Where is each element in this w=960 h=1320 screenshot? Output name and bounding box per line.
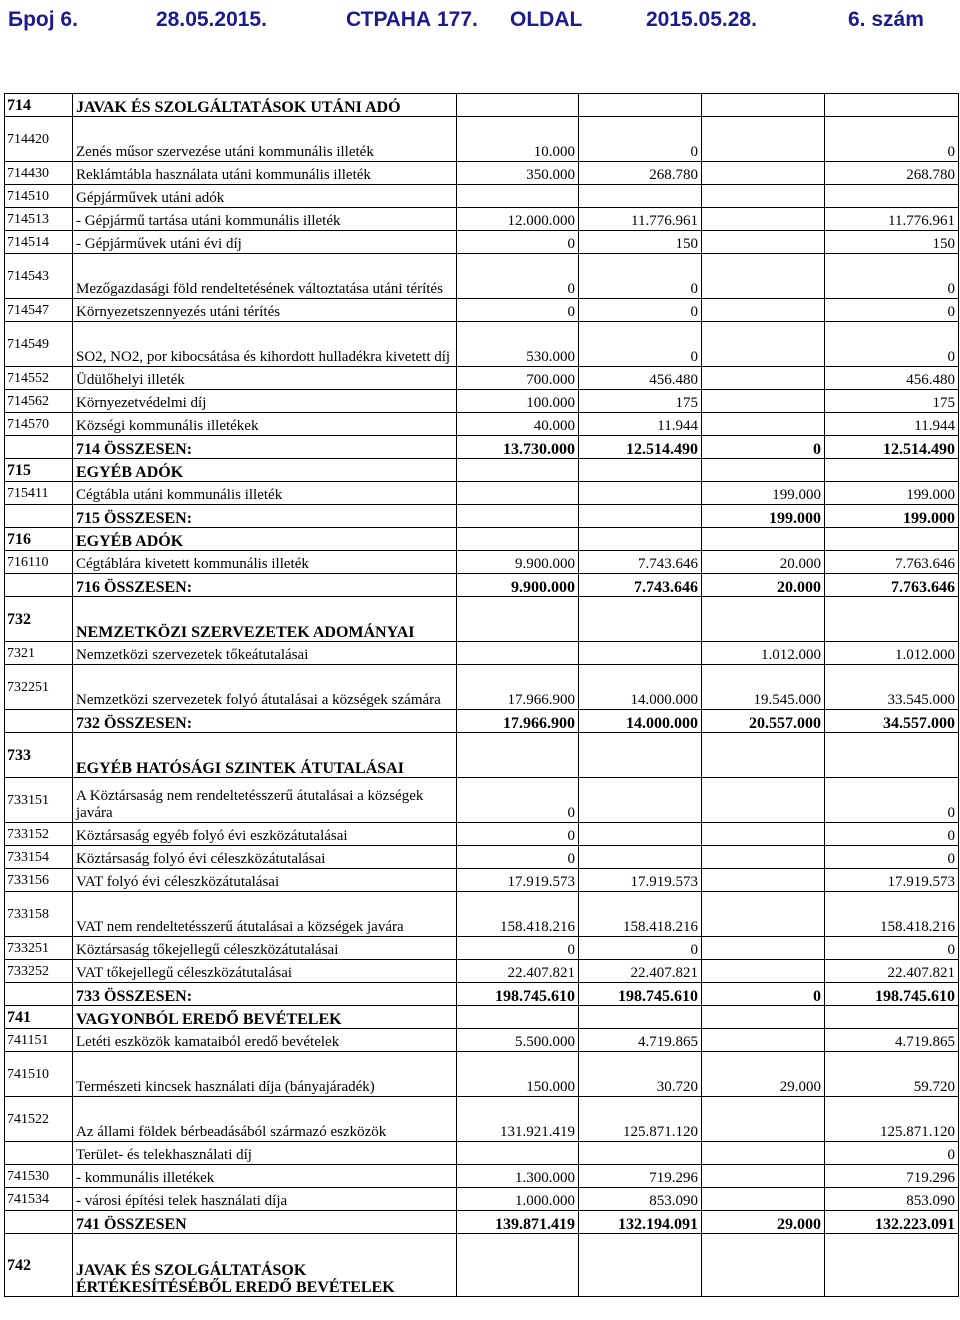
date-hu: 2015.05.28. — [646, 8, 757, 31]
other-source-cell: 20.000 — [702, 574, 825, 597]
realized-amount-cell — [579, 597, 702, 642]
description-cell: - kommunális illetékek — [73, 1165, 457, 1188]
planned-amount-cell — [457, 1142, 579, 1165]
realized-amount-cell: 30.720 — [579, 1052, 702, 1097]
other-source-cell — [702, 869, 825, 892]
table-row — [5, 892, 959, 937]
table-row — [5, 505, 959, 528]
account-code-cell: 741510 — [5, 1052, 73, 1097]
total-amount-cell: 11.776.961 — [825, 208, 959, 231]
table-row — [5, 185, 959, 208]
total-amount-cell — [825, 185, 959, 208]
other-source-cell — [702, 846, 825, 869]
description-cell: Reklámtábla használata utáni kommunális illeték — [73, 162, 457, 185]
issue-number-hu: 6. szám — [848, 8, 924, 31]
planned-amount-cell: 0 — [457, 778, 579, 823]
table-row — [5, 710, 959, 733]
account-code-cell: 714 — [5, 94, 73, 117]
table-row — [5, 983, 959, 1006]
realized-amount-cell: 22.407.821 — [579, 960, 702, 983]
account-code-cell: 714430 — [5, 162, 73, 185]
account-code-cell: 742 — [5, 1234, 73, 1297]
account-code-cell — [5, 505, 73, 528]
total-amount-cell: 150 — [825, 231, 959, 254]
total-amount-cell: 11.944 — [825, 413, 959, 436]
date-sr: 28.05.2015. — [156, 8, 267, 31]
total-amount-cell: 0 — [825, 778, 959, 823]
realized-amount-cell: 0 — [579, 254, 702, 299]
realized-amount-cell: 0 — [579, 322, 702, 367]
account-code-cell: 732 — [5, 597, 73, 642]
total-amount-cell: 175 — [825, 390, 959, 413]
total-amount-cell: 22.407.821 — [825, 960, 959, 983]
table-row — [5, 869, 959, 892]
total-amount-cell: 59.720 — [825, 1052, 959, 1097]
other-source-cell: 0 — [702, 983, 825, 1006]
realized-amount-cell — [579, 505, 702, 528]
account-code-cell: 741151 — [5, 1029, 73, 1052]
account-code-cell: 714547 — [5, 299, 73, 322]
account-code-cell: 741530 — [5, 1165, 73, 1188]
budget-table — [4, 93, 959, 1297]
total-amount-cell — [825, 1006, 959, 1029]
account-code-cell: 714513 — [5, 208, 73, 231]
planned-amount-cell — [457, 94, 579, 117]
table-row — [5, 1165, 959, 1188]
planned-amount-cell: 530.000 — [457, 322, 579, 367]
other-source-cell — [702, 778, 825, 823]
realized-amount-cell — [579, 778, 702, 823]
planned-amount-cell: 10.000 — [457, 117, 579, 162]
other-source-cell: 1.012.000 — [702, 642, 825, 665]
planned-amount-cell: 17.919.573 — [457, 869, 579, 892]
table-row — [5, 94, 959, 117]
description-cell: VAT tőkejellegű céleszközátutalásai — [73, 960, 457, 983]
issue-number-sr: Број 6. — [8, 8, 78, 31]
table-row — [5, 1234, 959, 1297]
other-source-cell — [702, 937, 825, 960]
total-amount-cell — [825, 459, 959, 482]
realized-amount-cell: 0 — [579, 299, 702, 322]
description-cell: Nemzetközi szervezetek tőkeátutalásai — [73, 642, 457, 665]
realized-amount-cell — [579, 733, 702, 778]
planned-amount-cell: 150.000 — [457, 1052, 579, 1097]
total-amount-cell: 125.871.120 — [825, 1097, 959, 1142]
account-code-cell: 741522 — [5, 1097, 73, 1142]
other-source-cell — [702, 1029, 825, 1052]
total-amount-cell: 719.296 — [825, 1165, 959, 1188]
planned-amount-cell: 0 — [457, 299, 579, 322]
other-source-cell — [702, 254, 825, 299]
page-number-sr: СТРАНА 177. — [346, 8, 478, 31]
realized-amount-cell: 11.944 — [579, 413, 702, 436]
description-cell: JAVAK ÉS SZOLGÁLTATÁSOK ÉRTÉKESÍTÉSÉBŐL EREDŐ BEVÉTELEK — [73, 1234, 457, 1297]
description-cell: Gépjárművek utáni adók — [73, 185, 457, 208]
planned-amount-cell: 131.921.419 — [457, 1097, 579, 1142]
other-source-cell: 20.000 — [702, 551, 825, 574]
realized-amount-cell — [579, 185, 702, 208]
description-cell: Zenés műsor szervezése utáni kommunális illeték — [73, 117, 457, 162]
realized-amount-cell: 132.194.091 — [579, 1211, 702, 1234]
other-source-cell — [702, 117, 825, 162]
total-amount-cell: 1.012.000 — [825, 642, 959, 665]
total-amount-cell: 0 — [825, 299, 959, 322]
total-amount-cell: 0 — [825, 117, 959, 162]
other-source-cell: 20.557.000 — [702, 710, 825, 733]
planned-amount-cell: 0 — [457, 823, 579, 846]
description-cell: Az állami földek bérbeadásából származó eszközök — [73, 1097, 457, 1142]
realized-amount-cell: 456.480 — [579, 367, 702, 390]
planned-amount-cell: 350.000 — [457, 162, 579, 185]
planned-amount-cell: 700.000 — [457, 367, 579, 390]
table-row — [5, 436, 959, 459]
description-cell: Köztársaság tőkejellegű céleszközátutalásai — [73, 937, 457, 960]
other-source-cell — [702, 1188, 825, 1211]
account-code-cell: 741 — [5, 1006, 73, 1029]
realized-amount-cell: 0 — [579, 937, 702, 960]
description-cell: A Köztársaság nem rendeltetésszerű átutalásai a községek javára — [73, 778, 457, 823]
realized-amount-cell: 14.000.000 — [579, 710, 702, 733]
other-source-cell — [702, 1097, 825, 1142]
planned-amount-cell: 1.000.000 — [457, 1188, 579, 1211]
account-code-cell: 714552 — [5, 367, 73, 390]
total-amount-cell: 0 — [825, 1142, 959, 1165]
realized-amount-cell — [579, 482, 702, 505]
description-cell: EGYÉB ADÓK — [73, 459, 457, 482]
description-cell: Községi kommunális illetékek — [73, 413, 457, 436]
realized-amount-cell: 158.418.216 — [579, 892, 702, 937]
planned-amount-cell — [457, 1006, 579, 1029]
table-row — [5, 482, 959, 505]
planned-amount-cell: 0 — [457, 254, 579, 299]
page-header — [8, 8, 952, 38]
other-source-cell: 29.000 — [702, 1052, 825, 1097]
planned-amount-cell: 17.966.900 — [457, 665, 579, 710]
planned-amount-cell — [457, 459, 579, 482]
other-source-cell — [702, 528, 825, 551]
description-cell: JAVAK ÉS SZOLGÁLTATÁSOK UTÁNI ADÓ — [73, 94, 457, 117]
total-amount-cell: 0 — [825, 937, 959, 960]
table-row — [5, 597, 959, 642]
table-row — [5, 162, 959, 185]
other-source-cell — [702, 892, 825, 937]
planned-amount-cell: 0 — [457, 231, 579, 254]
total-amount-cell: 0 — [825, 823, 959, 846]
total-amount-cell: 33.545.000 — [825, 665, 959, 710]
description-cell: 741 ÖSSZESEN — [73, 1211, 457, 1234]
planned-amount-cell: 139.871.419 — [457, 1211, 579, 1234]
table-row — [5, 390, 959, 413]
realized-amount-cell — [579, 1006, 702, 1029]
planned-amount-cell: 40.000 — [457, 413, 579, 436]
realized-amount-cell — [579, 823, 702, 846]
account-code-cell — [5, 710, 73, 733]
description-cell: Köztársaság folyó évi céleszközátutalásai — [73, 846, 457, 869]
description-cell: EGYÉB HATÓSÁGI SZINTEK ÁTUTALÁSAI — [73, 733, 457, 778]
other-source-cell — [702, 413, 825, 436]
other-source-cell — [702, 185, 825, 208]
account-code-cell: 733151 — [5, 778, 73, 823]
planned-amount-cell: 100.000 — [457, 390, 579, 413]
description-cell: EGYÉB ADÓK — [73, 528, 457, 551]
total-amount-cell: 0 — [825, 254, 959, 299]
other-source-cell — [702, 299, 825, 322]
account-code-cell — [5, 436, 73, 459]
planned-amount-cell — [457, 482, 579, 505]
description-cell: Mezőgazdasági föld rendeltetésének változtatása utáni térítés — [73, 254, 457, 299]
table-row — [5, 413, 959, 436]
table-row — [5, 665, 959, 710]
table-row — [5, 1052, 959, 1097]
account-code-cell: 714570 — [5, 413, 73, 436]
realized-amount-cell: 175 — [579, 390, 702, 413]
description-cell: VAT folyó évi céleszközátutalásai — [73, 869, 457, 892]
planned-amount-cell: 13.730.000 — [457, 436, 579, 459]
total-amount-cell: 268.780 — [825, 162, 959, 185]
planned-amount-cell: 158.418.216 — [457, 892, 579, 937]
table-row — [5, 1029, 959, 1052]
realized-amount-cell: 17.919.573 — [579, 869, 702, 892]
account-code-cell — [5, 1142, 73, 1165]
planned-amount-cell — [457, 505, 579, 528]
table-row — [5, 117, 959, 162]
planned-amount-cell — [457, 642, 579, 665]
table-row — [5, 254, 959, 299]
total-amount-cell: 199.000 — [825, 482, 959, 505]
planned-amount-cell — [457, 597, 579, 642]
other-source-cell — [702, 459, 825, 482]
total-amount-cell — [825, 733, 959, 778]
total-amount-cell: 4.719.865 — [825, 1029, 959, 1052]
table-row — [5, 846, 959, 869]
total-amount-cell — [825, 94, 959, 117]
total-amount-cell — [825, 1234, 959, 1297]
description-cell: Környezetvédelmi díj — [73, 390, 457, 413]
account-code-cell: 733156 — [5, 869, 73, 892]
account-code-cell: 716 — [5, 528, 73, 551]
account-code-cell: 714543 — [5, 254, 73, 299]
total-amount-cell — [825, 597, 959, 642]
realized-amount-cell — [579, 528, 702, 551]
total-amount-cell: 17.919.573 — [825, 869, 959, 892]
description-cell: 716 ÖSSZESEN: — [73, 574, 457, 597]
description-cell: 715 ÖSSZESEN: — [73, 505, 457, 528]
account-code-cell — [5, 1211, 73, 1234]
other-source-cell: 199.000 — [702, 482, 825, 505]
planned-amount-cell: 5.500.000 — [457, 1029, 579, 1052]
table-row — [5, 1142, 959, 1165]
planned-amount-cell — [457, 1234, 579, 1297]
description-cell: Letéti eszközök kamataiból eredő bevételek — [73, 1029, 457, 1052]
account-code-cell: 714562 — [5, 390, 73, 413]
table-row — [5, 551, 959, 574]
realized-amount-cell — [579, 1234, 702, 1297]
table-row — [5, 459, 959, 482]
planned-amount-cell: 17.966.900 — [457, 710, 579, 733]
other-source-cell — [702, 1234, 825, 1297]
table-row — [5, 208, 959, 231]
total-amount-cell: 12.514.490 — [825, 436, 959, 459]
account-code-cell: 714420 — [5, 117, 73, 162]
table-row — [5, 960, 959, 983]
total-amount-cell: 853.090 — [825, 1188, 959, 1211]
realized-amount-cell: 150 — [579, 231, 702, 254]
planned-amount-cell: 22.407.821 — [457, 960, 579, 983]
table-row — [5, 1097, 959, 1142]
total-amount-cell: 158.418.216 — [825, 892, 959, 937]
total-amount-cell: 198.745.610 — [825, 983, 959, 1006]
description-cell: Köztársaság egyéb folyó évi eszközátutalásai — [73, 823, 457, 846]
other-source-cell — [702, 208, 825, 231]
other-source-cell — [702, 94, 825, 117]
realized-amount-cell: 4.719.865 — [579, 1029, 702, 1052]
table-row — [5, 528, 959, 551]
table-row — [5, 733, 959, 778]
description-cell: Üdülőhelyi illeték — [73, 367, 457, 390]
other-source-cell — [702, 367, 825, 390]
realized-amount-cell — [579, 642, 702, 665]
description-cell: Cégtábla utáni kommunális illeték — [73, 482, 457, 505]
planned-amount-cell: 9.900.000 — [457, 551, 579, 574]
planned-amount-cell: 12.000.000 — [457, 208, 579, 231]
account-code-cell: 716110 — [5, 551, 73, 574]
account-code-cell — [5, 983, 73, 1006]
total-amount-cell: 34.557.000 — [825, 710, 959, 733]
table-row — [5, 299, 959, 322]
account-code-cell: 733251 — [5, 937, 73, 960]
description-cell: Terület- és telekhasználati díj — [73, 1142, 457, 1165]
planned-amount-cell — [457, 733, 579, 778]
realized-amount-cell: 11.776.961 — [579, 208, 702, 231]
table-row — [5, 937, 959, 960]
realized-amount-cell — [579, 459, 702, 482]
table-row — [5, 642, 959, 665]
description-cell: - városi építési telek használati díja — [73, 1188, 457, 1211]
account-code-cell: 733158 — [5, 892, 73, 937]
realized-amount-cell: 198.745.610 — [579, 983, 702, 1006]
description-cell: - Gépjárművek utáni évi díj — [73, 231, 457, 254]
planned-amount-cell — [457, 528, 579, 551]
description-cell: 733 ÖSSZESEN: — [73, 983, 457, 1006]
description-cell: 714 ÖSSZESEN: — [73, 436, 457, 459]
table-row — [5, 574, 959, 597]
realized-amount-cell: 12.514.490 — [579, 436, 702, 459]
other-source-cell: 19.545.000 — [702, 665, 825, 710]
table-row — [5, 1188, 959, 1211]
other-source-cell: 199.000 — [702, 505, 825, 528]
table-row — [5, 322, 959, 367]
planned-amount-cell: 198.745.610 — [457, 983, 579, 1006]
other-source-cell — [702, 322, 825, 367]
account-code-cell: 733154 — [5, 846, 73, 869]
table-row — [5, 231, 959, 254]
other-source-cell — [702, 960, 825, 983]
table-row — [5, 823, 959, 846]
other-source-cell — [702, 597, 825, 642]
total-amount-cell: 132.223.091 — [825, 1211, 959, 1234]
realized-amount-cell — [579, 846, 702, 869]
other-source-cell — [702, 390, 825, 413]
description-cell: - Gépjármű tartása utáni kommunális illeték — [73, 208, 457, 231]
other-source-cell — [702, 1006, 825, 1029]
realized-amount-cell: 268.780 — [579, 162, 702, 185]
realized-amount-cell — [579, 1142, 702, 1165]
account-code-cell: 733 — [5, 733, 73, 778]
other-source-cell — [702, 823, 825, 846]
total-amount-cell: 199.000 — [825, 505, 959, 528]
description-cell: VAGYONBÓL EREDŐ BEVÉTELEK — [73, 1006, 457, 1029]
realized-amount-cell: 7.743.646 — [579, 551, 702, 574]
planned-amount-cell: 9.900.000 — [457, 574, 579, 597]
account-code-cell: 733152 — [5, 823, 73, 846]
table-row — [5, 367, 959, 390]
other-source-cell — [702, 1142, 825, 1165]
other-source-cell: 0 — [702, 436, 825, 459]
total-amount-cell — [825, 528, 959, 551]
total-amount-cell: 0 — [825, 322, 959, 367]
realized-amount-cell: 853.090 — [579, 1188, 702, 1211]
realized-amount-cell: 0 — [579, 117, 702, 162]
total-amount-cell: 456.480 — [825, 367, 959, 390]
realized-amount-cell: 7.743.646 — [579, 574, 702, 597]
planned-amount-cell: 0 — [457, 846, 579, 869]
description-cell: 732 ÖSSZESEN: — [73, 710, 457, 733]
total-amount-cell: 7.763.646 — [825, 551, 959, 574]
realized-amount-cell — [579, 94, 702, 117]
other-source-cell — [702, 733, 825, 778]
table-row — [5, 778, 959, 823]
planned-amount-cell: 0 — [457, 937, 579, 960]
table-row — [5, 1211, 959, 1234]
total-amount-cell: 7.763.646 — [825, 574, 959, 597]
account-code-cell: 7321 — [5, 642, 73, 665]
account-code-cell: 714510 — [5, 185, 73, 208]
account-code-cell: 733252 — [5, 960, 73, 983]
account-code-cell: 741534 — [5, 1188, 73, 1211]
account-code-cell: 715411 — [5, 482, 73, 505]
planned-amount-cell: 1.300.000 — [457, 1165, 579, 1188]
description-cell: NEMZETKÖZI SZERVEZETEK ADOMÁNYAI — [73, 597, 457, 642]
description-cell: Környezetszennyezés utáni térítés — [73, 299, 457, 322]
total-amount-cell: 0 — [825, 846, 959, 869]
page-label-hu: OLDAL — [510, 8, 583, 31]
account-code-cell: 714514 — [5, 231, 73, 254]
other-source-cell — [702, 162, 825, 185]
description-cell: Cégtáblára kivetett kommunális illeték — [73, 551, 457, 574]
realized-amount-cell: 125.871.120 — [579, 1097, 702, 1142]
realized-amount-cell: 14.000.000 — [579, 665, 702, 710]
description-cell: Természeti kincsek használati díja (bányajáradék) — [73, 1052, 457, 1097]
other-source-cell: 29.000 — [702, 1211, 825, 1234]
table-row — [5, 1006, 959, 1029]
account-code-cell — [5, 574, 73, 597]
account-code-cell: 715 — [5, 459, 73, 482]
description-cell: Nemzetközi szervezetek folyó átutalásai a községek számára — [73, 665, 457, 710]
account-code-cell: 714549 — [5, 322, 73, 367]
description-cell: SO2, NO2, por kibocsátása és kihordott hulladékra kivetett díj — [73, 322, 457, 367]
planned-amount-cell — [457, 185, 579, 208]
other-source-cell — [702, 1165, 825, 1188]
other-source-cell — [702, 231, 825, 254]
realized-amount-cell: 719.296 — [579, 1165, 702, 1188]
account-code-cell: 732251 — [5, 665, 73, 710]
description-cell: VAT nem rendeltetésszerű átutalásai a községek javára — [73, 892, 457, 937]
